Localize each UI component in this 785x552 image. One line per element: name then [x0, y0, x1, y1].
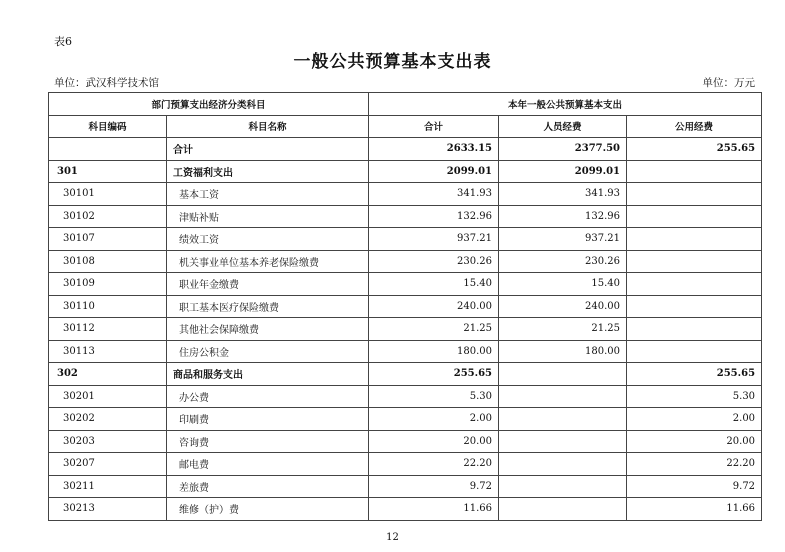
row-public-cell: 255.65	[627, 363, 762, 386]
row-code-cell: 30102	[49, 205, 167, 228]
row-code-cell: 30101	[49, 183, 167, 206]
table-row	[49, 408, 762, 431]
row-code-cell: 30107	[49, 228, 167, 251]
row-code-cell: 30213	[49, 498, 167, 521]
row-total-cell: 937.21	[369, 228, 499, 251]
row-personnel-cell: 132.96	[499, 205, 627, 228]
row-name-cell: 机关事业单位基本养老保险缴费	[167, 250, 369, 273]
row-name-cell: 工资福利支出	[167, 160, 369, 183]
row-name-cell: 维修（护）费	[167, 498, 369, 521]
row-public-cell	[627, 160, 762, 183]
table-row	[49, 385, 762, 408]
row-code-cell: 30211	[49, 475, 167, 498]
row-name-cell: 绩效工资	[167, 228, 369, 251]
row-public-cell: 255.65	[627, 138, 762, 161]
row-public-cell: 22.20	[627, 453, 762, 476]
row-total-cell: 341.93	[369, 183, 499, 206]
row-name-cell: 住房公积金	[167, 340, 369, 363]
row-code-cell: 30202	[49, 408, 167, 431]
row-name-cell: 商品和服务支出	[167, 363, 369, 386]
row-code-cell	[49, 138, 167, 161]
row-total-cell: 255.65	[369, 363, 499, 386]
row-name-cell: 合计	[167, 138, 369, 161]
header-code: 科目编码	[49, 115, 167, 138]
table-row	[49, 228, 762, 251]
row-name-cell: 基本工资	[167, 183, 369, 206]
table-row	[49, 160, 762, 183]
row-code-cell: 30113	[49, 340, 167, 363]
row-total-cell: 230.26	[369, 250, 499, 273]
row-code-cell: 30203	[49, 430, 167, 453]
row-public-cell	[627, 205, 762, 228]
row-total-cell: 2633.15	[369, 138, 499, 161]
row-personnel-cell: 240.00	[499, 295, 627, 318]
row-code-cell: 30112	[49, 318, 167, 341]
row-code-cell: 30207	[49, 453, 167, 476]
row-total-cell: 240.00	[369, 295, 499, 318]
row-personnel-cell	[499, 430, 627, 453]
table-row	[49, 205, 762, 228]
row-public-cell: 20.00	[627, 430, 762, 453]
row-public-cell: 11.66	[627, 498, 762, 521]
row-public-cell	[627, 340, 762, 363]
row-name-cell: 咨询费	[167, 430, 369, 453]
table-row	[49, 498, 762, 521]
row-name-cell: 办公费	[167, 385, 369, 408]
table-body	[49, 138, 762, 521]
row-total-cell: 20.00	[369, 430, 499, 453]
table-row	[49, 340, 762, 363]
table-row	[49, 273, 762, 296]
table-row	[49, 363, 762, 386]
table-row	[49, 430, 762, 453]
row-code-cell: 30201	[49, 385, 167, 408]
table-row	[49, 250, 762, 273]
header-group-economic-classification: 部门预算支出经济分类科目	[49, 93, 369, 116]
row-total-cell: 5.30	[369, 385, 499, 408]
header-group-basic-expenditure: 本年一般公共预算基本支出	[369, 93, 762, 116]
row-total-cell: 9.72	[369, 475, 499, 498]
row-personnel-cell: 180.00	[499, 340, 627, 363]
row-name-cell: 印刷费	[167, 408, 369, 431]
row-total-cell: 21.25	[369, 318, 499, 341]
row-total-cell: 15.40	[369, 273, 499, 296]
row-total-cell: 180.00	[369, 340, 499, 363]
header-total: 合计	[369, 115, 499, 138]
row-total-cell: 11.66	[369, 498, 499, 521]
table-row	[49, 183, 762, 206]
row-personnel-cell: 341.93	[499, 183, 627, 206]
row-public-cell	[627, 295, 762, 318]
row-public-cell: 2.00	[627, 408, 762, 431]
row-total-cell: 22.20	[369, 453, 499, 476]
row-personnel-cell: 230.26	[499, 250, 627, 273]
organization-unit-label: 单位：武汉科学技术馆	[54, 77, 159, 89]
header-name: 科目名称	[167, 115, 369, 138]
table-row	[49, 318, 762, 341]
row-personnel-cell: 2099.01	[499, 160, 627, 183]
document-title: 一般公共预算基本支出表	[293, 52, 492, 72]
row-code-cell: 301	[49, 160, 167, 183]
row-personnel-cell	[499, 363, 627, 386]
table-row	[49, 453, 762, 476]
row-name-cell: 差旅费	[167, 475, 369, 498]
row-name-cell: 邮电费	[167, 453, 369, 476]
row-public-cell	[627, 183, 762, 206]
row-total-cell: 132.96	[369, 205, 499, 228]
currency-unit-label: 单位：万元	[702, 77, 755, 89]
row-name-cell: 其他社会保障缴费	[167, 318, 369, 341]
row-public-cell: 5.30	[627, 385, 762, 408]
row-personnel-cell	[499, 385, 627, 408]
row-name-cell: 职业年金缴费	[167, 273, 369, 296]
row-name-cell: 津贴补贴	[167, 205, 369, 228]
row-name-cell: 职工基本医疗保险缴费	[167, 295, 369, 318]
row-public-cell	[627, 228, 762, 251]
row-total-cell: 2.00	[369, 408, 499, 431]
row-personnel-cell	[499, 475, 627, 498]
row-public-cell	[627, 273, 762, 296]
table-row	[49, 475, 762, 498]
row-personnel-cell	[499, 408, 627, 431]
budget-expenditure-table	[48, 92, 762, 521]
table-number-label: 表6	[54, 35, 72, 48]
row-total-cell: 2099.01	[369, 160, 499, 183]
row-personnel-cell: 21.25	[499, 318, 627, 341]
table-row	[49, 295, 762, 318]
table-row	[49, 138, 762, 161]
row-code-cell: 302	[49, 363, 167, 386]
row-personnel-cell: 15.40	[499, 273, 627, 296]
row-personnel-cell	[499, 453, 627, 476]
row-code-cell: 30110	[49, 295, 167, 318]
header-public: 公用经费	[627, 115, 762, 138]
row-personnel-cell: 937.21	[499, 228, 627, 251]
page-number: 12	[386, 532, 399, 543]
header-personnel: 人员经费	[499, 115, 627, 138]
row-personnel-cell: 2377.50	[499, 138, 627, 161]
row-code-cell: 30109	[49, 273, 167, 296]
row-public-cell	[627, 250, 762, 273]
row-code-cell: 30108	[49, 250, 167, 273]
row-public-cell	[627, 318, 762, 341]
row-public-cell: 9.72	[627, 475, 762, 498]
row-personnel-cell	[499, 498, 627, 521]
